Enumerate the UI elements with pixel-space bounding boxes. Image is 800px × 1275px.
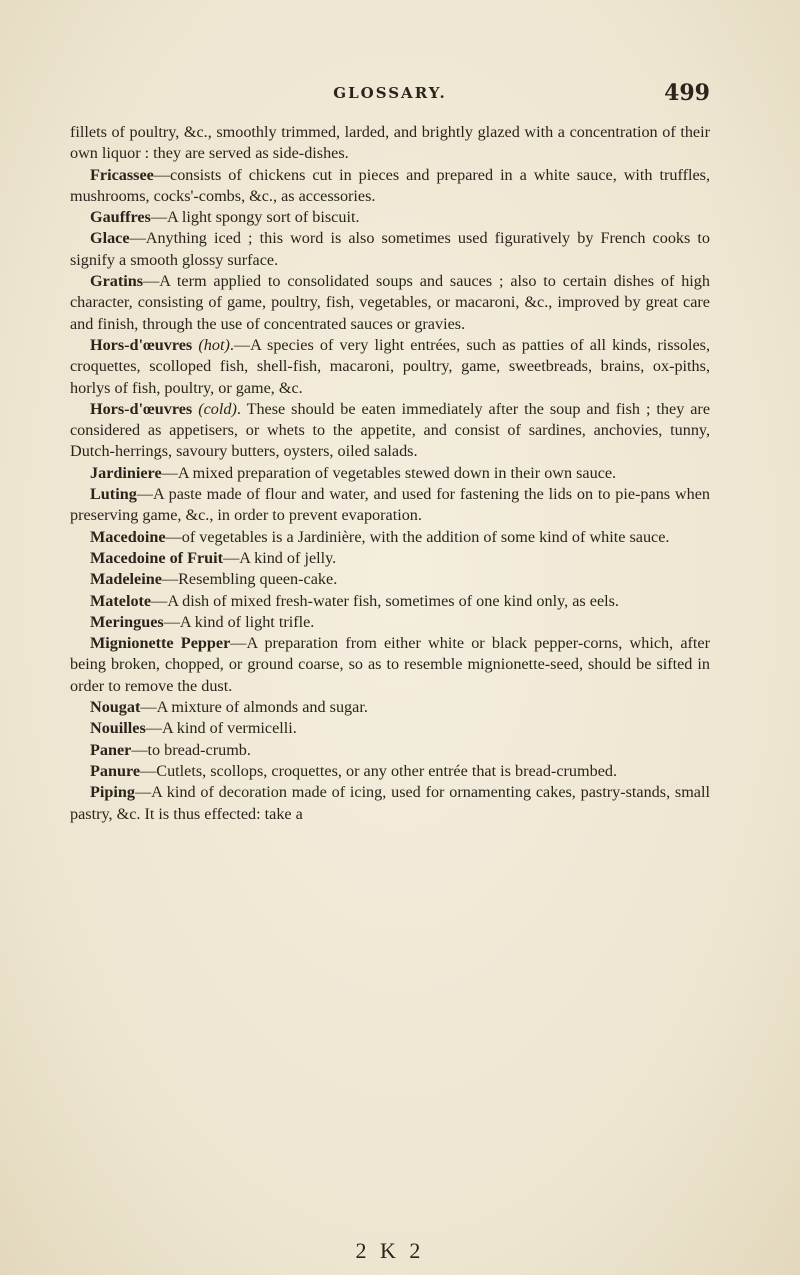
entry-definition: —A mixture of almonds and sugar. xyxy=(140,698,368,717)
entry-definition: . These should be eaten immediately after the soup and fish ; they are considered as appetisers, or whets to the appetite, and consist of sardines, anchovies, tunny, Dutch-herrings, savoury butters, oysters, oiled salads. xyxy=(70,399,711,461)
entry-definition: —A light spongy sort of biscuit. xyxy=(150,208,360,227)
entry-definition: —A dish of mixed fresh-water fish, sometimes of one kind only, as eels. xyxy=(151,591,619,610)
glossary-entry xyxy=(70,612,710,633)
entry-term: Macedoine of Fruit xyxy=(90,548,224,567)
entry-term: Hors-d'œuvres xyxy=(90,335,193,354)
entry-definition: —Cutlets, scollops, croquettes, or any other entrée that is bread-crumbed. xyxy=(140,761,618,780)
glossary-entry xyxy=(70,548,710,569)
entry-term: Jardiniere xyxy=(90,463,162,482)
page-header xyxy=(70,80,710,110)
entry-term: Nouilles xyxy=(90,719,146,738)
entry-definition: .—A species of very light entrées, such as patties of all kinds, rissoles, croquettes, scolloped fish, shell-fish, macaroni, poultry, game, sweetbreads, brains, ox-piths, horlys of fish, poultry, or game, &c. xyxy=(70,335,710,397)
continuation-text: fillets of poultry, &c., smoothly trimmed, larded, and brightly glazed with a concentration of their own liquor : they are served as side-dishes. xyxy=(70,123,710,163)
entry-definition: —A preparation from either white or black pepper-corns, which, after being broken, chopped, or ground coarse, so as to resemble mignionette-seed, should be sifted in order to remove the dust. xyxy=(70,634,710,695)
glossary-entry xyxy=(70,569,710,590)
entry-term: Gratins xyxy=(90,272,144,291)
glossary-entry xyxy=(70,484,710,527)
entry-term: Gauffres xyxy=(90,208,151,227)
entry-qualifier: (hot) xyxy=(198,335,230,354)
entry-definition: —A mixed preparation of vegetables stewed down in their own sauce. xyxy=(161,463,617,482)
entry-term: Glace xyxy=(90,229,130,248)
entry-definition: —Anything iced ; this word is also sometimes used figuratively by French cooks to signify a smooth glossy surface. xyxy=(70,229,710,269)
page-number: 499 xyxy=(664,80,710,106)
entry-term: Paner xyxy=(90,740,132,759)
glossary-entry xyxy=(70,782,710,825)
entry-definition: —A term applied to consolidated soups and sauces ; also to certain dishes of high character, consisting of game, poultry, fish, vegetables, or macaroni, &c., improved by great care and finish, through the use of concentrated sauces or gravies. xyxy=(70,272,710,333)
glossary-entry xyxy=(70,399,710,463)
glossary-entry xyxy=(70,527,710,548)
glossary-entry xyxy=(70,633,710,697)
entry-definition: —of vegetables is a Jardinière, with the addition of some kind of white sauce. xyxy=(165,527,670,546)
entry-definition: —Resembling queen-cake. xyxy=(161,570,338,589)
glossary-entry xyxy=(70,740,710,761)
entry-term: Macedoine xyxy=(90,527,166,546)
glossary-entry xyxy=(70,207,710,228)
glossary-entry xyxy=(70,463,710,484)
glossary-entry xyxy=(70,761,710,782)
glossary-entry xyxy=(70,697,710,718)
entry-term: Panure xyxy=(90,761,141,780)
entry-definition: —consists of chickens cut in pieces and prepared in a white sauce, with truffles, mushrooms, cocks'-combs, &c., as accessories. xyxy=(70,165,710,205)
entry-term: Luting xyxy=(90,485,137,504)
entry-term: Fricassee xyxy=(90,165,154,184)
entry-definition: —A kind of jelly. xyxy=(223,548,337,567)
entry-term: Meringues xyxy=(90,612,164,631)
entry-qualifier: (cold) xyxy=(198,399,237,418)
entry-definition: —A kind of light trifle. xyxy=(163,612,315,631)
entry-term: Mignionette Pepper xyxy=(90,634,231,653)
glossary-entry xyxy=(70,591,710,612)
glossary-entry xyxy=(70,165,710,208)
entry-definition: —A paste made of flour and water, and used for fastening the lids on to pie-pans when preserving game, &c., in order to prevent evaporation. xyxy=(70,485,710,525)
entry-term: Hors-d'œuvres xyxy=(90,399,193,418)
entry-term: Nougat xyxy=(90,698,141,717)
entry-definition: —to bread-crumb. xyxy=(131,740,251,759)
glossary-entry xyxy=(70,335,710,399)
entry-definition: —A kind of decoration made of icing, used for ornamenting cakes, pastry-stands, small pastry, &c. It is thus effected: take a xyxy=(70,783,710,823)
entry-term: Matelote xyxy=(90,591,152,610)
signature-mark: 2 K 2 xyxy=(355,1238,425,1263)
glossary-entry xyxy=(70,718,710,739)
entry-term: Madeleine xyxy=(90,570,162,589)
entry-definition: —A kind of vermicelli. xyxy=(145,719,297,738)
glossary-body xyxy=(70,122,710,825)
entry-term: Piping xyxy=(90,783,135,802)
glossary-entry xyxy=(70,228,710,271)
running-title: GLOSSARY. xyxy=(333,84,447,102)
glossary-entry xyxy=(70,271,710,335)
